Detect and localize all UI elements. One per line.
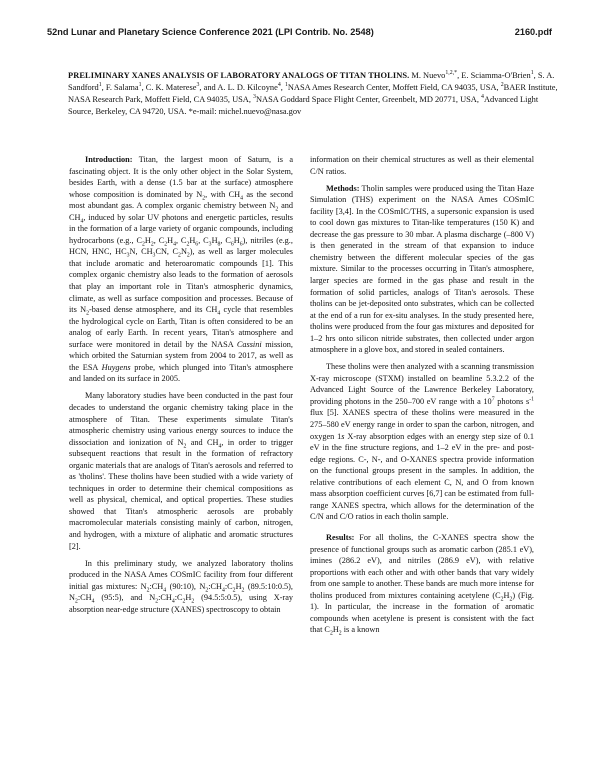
authors-affiliations: M. Nuevo$^{1,2,*}$, E. Sciamma-O'Brien$^1$, S. A. Sandford$^1$, F. Salama$^1$, C. K. Materese$^3$, and A. L. D. Kilcoyne$^4$, $^1$NASA Ames Research Center, Moffett Field, CA 94035, USA, $^2$BAER Institute, NASA Research Park, Moffett Field, CA 94035, USA, $^3$NASA Goddard Space Flight Center, Greenbelt, MD 20771, USA, $^4$Advanced Light Source, Berkeley, CA 94720, USA. *e-mail: michel.nuevo@nasa.gov [68,70,558,116]
results-paragraph: Results: For all tholins, the C-XANES spectra show the presence of functional groups such as aromatic carbon (285.1 eV), imines (286.2 eV), and nitriles (286.9 eV), with relative proportions with each other and with other bands that vary widely from one sample to another. These bands are much more intense for tholins produced from mixtures containing acetylene $(C_2H_2)$ (Fig. 1). In particular, the increase in the formation of aromatic compounds when acetylene is present is consistent with the fact that $C_2H_2$ is a known [310,532,534,637]
intro-paragraph: Introduction: Titan, the largest moon of Saturn, is a fascinating object. It is the only other object in the Solar System, besides Earth, with a dense (1.5 bar at the surface) atmosphere whose composition is dominated by $N_2$, with $CH_4$ as the second most abundant gas. A complex organic chemistry between $N_2$ and $CH_4$, induced by solar UV photons and energetic particles, results in the formation of a large variety of organic compounds, including hydrocarbons (e.g., $C_2H_2$, $C_2H_4$, $C_2H_6$, $C_3H_8$, $C_6H_6$), nitriles (e.g., HCN, HNC, $HC_3N$, $CH_3CN$, $C_2N_2$), as well as larger molecules that include aromatic and heteroaromatic compounds [1]. This complex organic chemistry also leads to the formation of aerosols that play an important role in Titan's atmospheric dynamics, climate, as well as surface composition and processes. Because of its $N_2$-based dense atmosphere, and its $CH_4$ cycle that resembles the hydrological cycle on Earth, Titan is often considered to be an analog of early Earth. In recent years, Titan's atmosphere and surface were monitored in detail by the NASA Cassini mission, which orbited the Saturnian system from 2004 to 2017, as well as the ESA Huygens probe, which plunged into Titan's atmosphere and landed on its surface in 2005. [69,155,294,384]
stxm-paragraph: These tholins were then analyzed with a scanning transmission X-ray microscope (STXM) installed on beamline 5.3.2.2 of the Advanced Light Source of the Lawrence Berkeley Laboratory, providing photons in the 250–700 eV range with a $10^7$ photons $s^{-1}$ flux [5]. XANES spectra of these tholins were measured in the 275–580 eV energy range in order to span the carbon, nitrogen, and oxygen 1s X-ray absorption edges with an energy step size of 0.1 eV in the fine structure regions, and 1–2 eV in the pre- and post-edge regions. C-, N-, and O-XANES spectra provide information on the functional groups present in the samples. In addition, the relative contributions of each element C, N, and O from known mass absorption coefficient curves [6,7] can be estimated from full-range XANES spectra, which allows for the determination of the C/N and C/O ratios in each tholin sample. [310,362,535,522]
title-block [68,70,560,118]
lab-studies-paragraph: Many laboratory studies have been conducted in the past four decades to understand the organic chemistry taking place in the atmosphere of Titan. These experiments simulate Titan's atmospheric chemistry using various energy sources to induce the dissociation and ionization of $N_2$ and $CH_4$, in order to trigger subsequent reactions that result in the formation of refractory organic materials that are analogs of Titan's aerosols and referred to as 'tholins'. These tholins have been studied with a wide variety of techniques in order to determine their chemical compositions as well as physical, chemical, and optical properties. These studies showed that Titan's atmospheric aerosols are probably macromolecular materials consisting mainly of carbon, nitrogen, and hydrogen, with a mixture of aliphatic and aromatic structures [2]. [69,391,294,551]
paper-title: PRELIMINARY XANES ANALYSIS OF LABORATORY ANALOGS OF TITAN THOLINS. [68,71,410,80]
left-column [69,154,293,615]
conference-title: 52nd Lunar and Planetary Science Conference 2021 (LPI Contrib. No. 2548) [47,27,374,37]
methods-paragraph: Methods: Tholin samples were produced using the Titan Haze Simulation (THS) experiment on the NASA Ames COSmIC facility [3,4]. In the COSmIC/THS, a supersonic expansion is used to cool down gas mixtures to Titan-like temperatures (150 K) and decrease the gas pressure to 30 mbar. A plasma discharge (–800 V) is then generated in the stream of that expansion to induce chemistry between the different molecular species of the gas mixture. Similar to the processes occurring in Titan's atmosphere, larger species are formed in the gas phase and result in the formation of solid particles, analogs of Titan's aerosols. These tholins can be jet-deposited onto substrates, which can be collected at the end of a run for ex-situ analyses. In the study presented here, tholins were produced from the four gas mixtures and deposited for 1–2 hrs onto silicon nitride substrates, then collected under argon atmosphere in a glove box, and stored in sealed containers. [310,183,534,355]
right-column [310,154,534,636]
preliminary-study-paragraph: In this preliminary study, we analyzed laboratory tholins produced in the NASA Ames COSmIC facility from four different initial gas mixtures: $N_2:CH_4$ (90:10), $N_2:CH_4:C_2H_2$ (89.5:10:0.5), $N_2:CH_4$ (95:5), and $N_2:CH_4:C_2H_2$ (94.5:5:0.5), using X-ray absorption near-edge structure (XANES) spectroscopy to obtain [69,558,293,614]
pdf-id: 2160.pdf [514,27,552,37]
page-header [47,27,552,41]
continued-paragraph: information on their chemical structures as well as their elemental C/N ratios. [310,155,534,176]
